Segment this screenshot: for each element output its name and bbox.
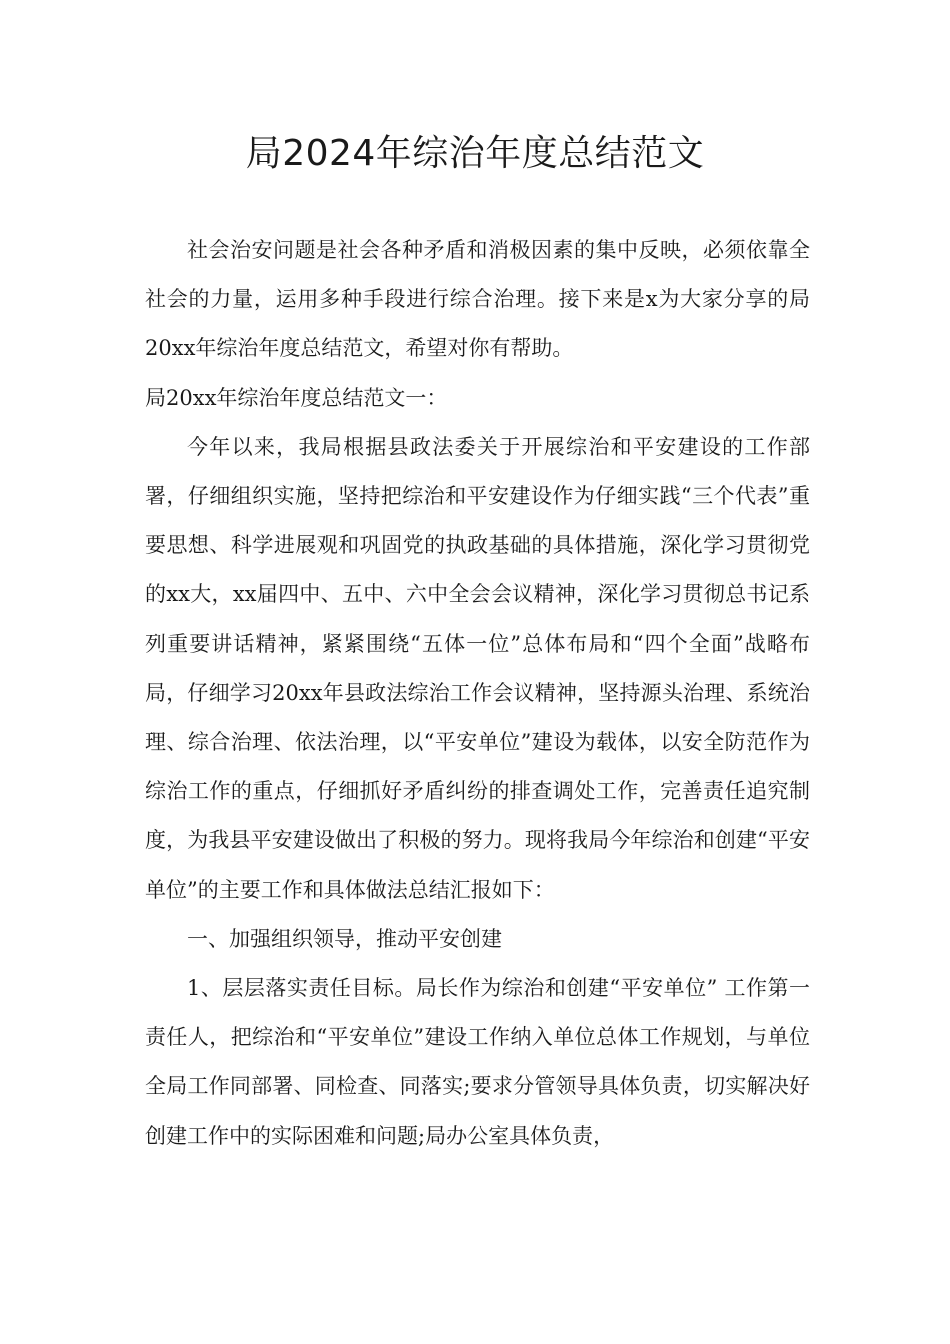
- paragraph-subheading: 一、加强组织领导，推动平安创建: [187, 926, 502, 951]
- document-title: 局2024年综治年度总结范文: [245, 133, 705, 174]
- paragraph-section-heading: 局20xx年综治年度总结范文一：: [145, 385, 448, 410]
- paragraph-intro: 社会治安问题是社会各种矛盾和消极因素的集中反映，必须依靠全社会的力量，运用多种手段进行综合治理。接下来是x为大家分享的局20xx年综治年度总结范文，希望对你有帮助。: [145, 238, 810, 361]
- paragraph-main: 今年以来，我局根据县政法委关于开展综治和平安建设的工作部署，仔细组织实施，坚持把综治和平安建设作为仔细实践“三个代表”重要思想、科学进展观和巩固党的执政基础的具体措施，深化学习贯彻党的xx大，xx届四中、五中、六中全会会议精神，深化学习贯彻总书记系列重要讲话精神，紧紧围绕“五体一位”总体布局和“四个全面”战略布局，仔细学习20xx年县政法综治工作会议精神，坚持源头治理、系统治理、综合治理、依法治理，以“平安单位”建设为载体，以安全防范作为综治工作的重点，仔细抓好矛盾纠纷的排查调处工作，完善责任追究制度，为我县平安建设做出了积极的努力。现将我局今年综治和创建“平安单位”的主要工作和具体做法总结汇报如下：: [145, 434, 810, 902]
- paragraph-item-1: 1、层层落实责任目标。局长作为综治和创建“平安单位” 工作第一责任人，把综治和“平安单位”建设工作纳入单位总体工作规划，与单位全局工作同部署、同检查、同落实;要求分管领导具体负责，切实解决好创建工作中的实际困难和问题;局办公室具体负责，: [145, 976, 810, 1148]
- document-body: [145, 226, 810, 1161]
